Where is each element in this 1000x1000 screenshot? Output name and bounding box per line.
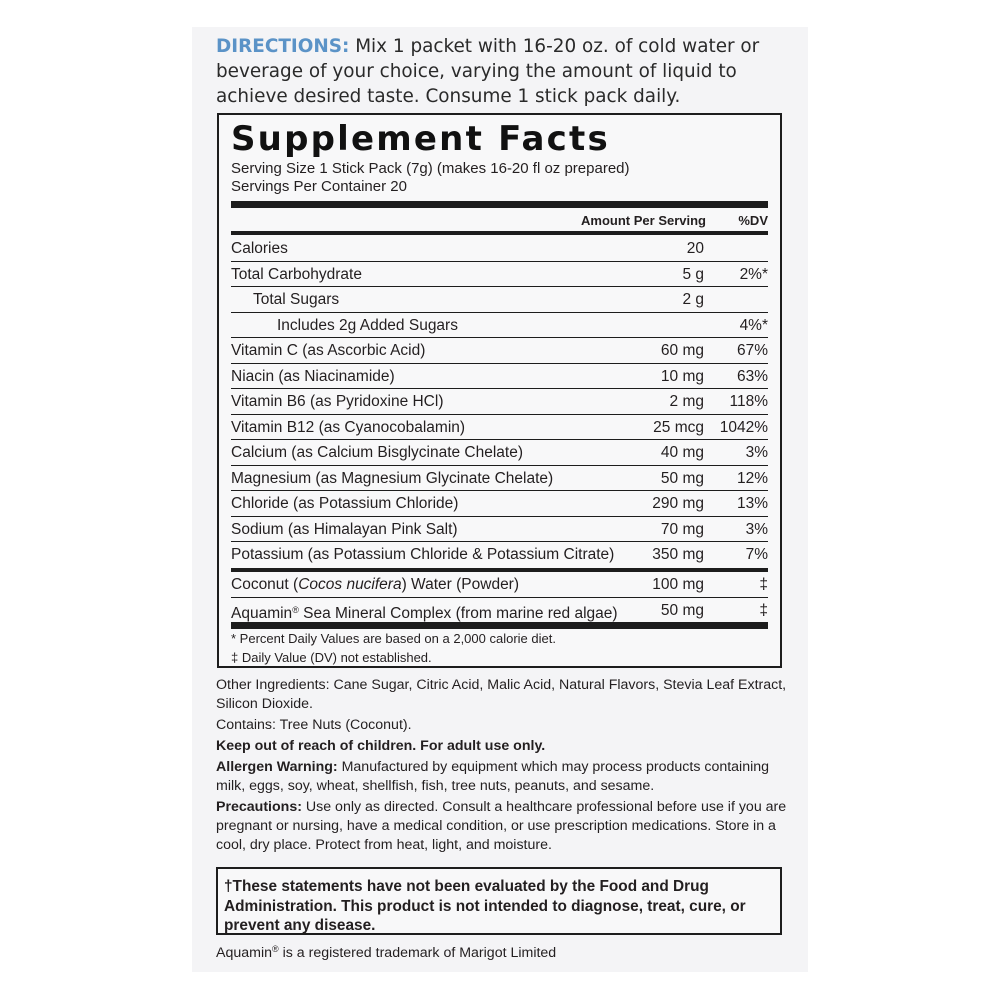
contains-allergens: Contains: Tree Nuts (Coconut). (216, 717, 412, 733)
precautions: Precautions: Use only as directed. Consult a healthcare professional before use if you are pregnant or nursing, have a medical condition, or use prescription medications. Store in a cool, dry place. Protect from heat, light, and moisture. (216, 799, 787, 853)
nutrient-dv: 13% (736, 495, 768, 512)
nutrient-amount: 10 mg (660, 367, 704, 385)
nutrient-name: Includes 2g Added Sugars (277, 316, 458, 334)
nutrient-name: Magnesium (as Magnesium Glycinate Chelate) (231, 469, 554, 487)
table-row (231, 517, 768, 543)
nutrient-amount: 350 mg (652, 546, 704, 563)
table-row (231, 440, 768, 466)
nutrient-dv: 2%* (739, 265, 768, 283)
nutrient-name: Niacin (as Niacinamide) (231, 367, 395, 385)
nutrient-dv: ‡ (759, 576, 768, 593)
nutrient-dv: 1042% (719, 418, 768, 436)
facts-footnotes (231, 629, 556, 667)
table-row (231, 236, 768, 262)
table-row (231, 415, 768, 441)
table-row-coconut (231, 572, 768, 598)
nutrient-dv: 3% (745, 444, 768, 461)
nutrient-rows (231, 236, 768, 568)
nutrient-amount: 50 mg (660, 601, 704, 619)
amount-per-serving-header: Amount Per Serving (581, 213, 706, 228)
nutrient-name: Sodium (as Himalayan Pink Salt) (231, 520, 458, 538)
other-ingredients: Other Ingredients: Cane Sugar, Citric Acid, Malic Acid, Natural Flavors, Stevia Leaf Extract, Silicon Dioxide. (216, 677, 787, 712)
nutrient-dv: 63% (736, 367, 768, 385)
table-row (231, 542, 768, 568)
table-row-aquamin (231, 598, 768, 624)
other-information (216, 676, 796, 857)
nutrient-dv: 67% (736, 342, 768, 359)
footnote-dv-not-established: ‡ Daily Value (DV) not established. (231, 650, 432, 665)
nutrient-amount: 40 mg (660, 444, 704, 461)
nutrient-name: Coconut (Cocos nucifera) Water (Powder) (231, 576, 520, 593)
thick-divider (231, 201, 768, 208)
directions-heading: DIRECTIONS: (216, 36, 350, 57)
serving-info (231, 160, 630, 196)
nutrient-amount: 2 g (682, 291, 704, 308)
nutrient-name: Vitamin B12 (as Cyanocobalamin) (231, 418, 466, 436)
nutrient-amount: 70 mg (660, 520, 704, 538)
table-row (231, 262, 768, 288)
dv-header: %DV (738, 213, 768, 228)
fda-disclaimer: †These statements have not been evaluated by the Food and Drug Administration. This product is not intended to diagnose, treat, cure, or prevent any disease. (216, 867, 782, 935)
table-row (231, 364, 768, 390)
nutrient-name: Vitamin B6 (as Pyridoxine HCl) (231, 393, 444, 410)
nutrient-amount: 25 mcg (653, 418, 704, 436)
table-row (231, 466, 768, 492)
allergen-warning: Allergen Warning: Manufactured by equipment which may process products containing milk, eggs, soy, wheat, shellfish, fish, tree nuts, peanuts, and sesame. (216, 759, 770, 794)
table-row (231, 389, 768, 415)
servings-per-container: Servings Per Container 20 (231, 178, 407, 195)
nutrient-amount: 50 mg (660, 469, 704, 487)
nutrient-name: Total Sugars (253, 291, 340, 308)
nutrient-amount: 2 mg (669, 393, 704, 410)
nutrient-name: Potassium (as Potassium Chloride & Potassium Citrate) (231, 546, 615, 563)
nutrient-name: Calcium (as Calcium Bisglycinate Chelate) (231, 444, 524, 461)
nutrient-amount: 5 g (682, 265, 704, 283)
nutrient-dv: 4%* (739, 316, 768, 334)
keep-out-warning: Keep out of reach of children. For adult use only. (216, 738, 546, 754)
nutrient-dv: 3% (745, 520, 768, 538)
nutrient-amount: 100 mg (652, 576, 704, 593)
nutrient-dv: 12% (736, 469, 768, 487)
nutrient-dv: 118% (729, 393, 768, 410)
supplement-facts-panel (217, 113, 782, 668)
bottom-divider (231, 622, 768, 629)
nutrient-name: Aquamin® Sea Mineral Complex (from marine red algae) (231, 604, 618, 622)
supplement-facts-title: Supplement Facts (231, 119, 610, 159)
serving-size: Serving Size 1 Stick Pack (7g) (makes 16-20 fl oz prepared) (231, 160, 630, 177)
nutrient-amount: 20 (686, 240, 704, 257)
table-row (231, 313, 768, 339)
directions-text (216, 34, 796, 109)
nutrient-dv: 7% (745, 546, 768, 563)
trademark-notice: Aquamin® is a registered trademark of Marigot Limited (216, 944, 557, 961)
nutrient-amount: 290 mg (652, 495, 704, 512)
table-row (231, 491, 768, 517)
nutrient-name: Vitamin C (as Ascorbic Acid) (231, 342, 426, 359)
directions-body: Mix 1 packet with 16-20 oz. of cold water or beverage of your choice, varying the amount of liquid to achieve desired taste. Consume 1 stick pack daily. (216, 36, 760, 107)
table-row (231, 287, 768, 313)
table-row (231, 338, 768, 364)
nutrient-dv: ‡ (759, 601, 768, 619)
nutrient-name: Chloride (as Potassium Chloride) (231, 495, 459, 512)
footnote-percent-dv: * Percent Daily Values are based on a 2,000 calorie diet. (231, 631, 556, 646)
nutrient-name: Total Carbohydrate (231, 265, 362, 283)
other-ingredient-rows (231, 572, 768, 623)
header-divider (231, 231, 768, 235)
nutrient-amount: 60 mg (660, 342, 704, 359)
nutrient-name: Calories (231, 240, 288, 257)
